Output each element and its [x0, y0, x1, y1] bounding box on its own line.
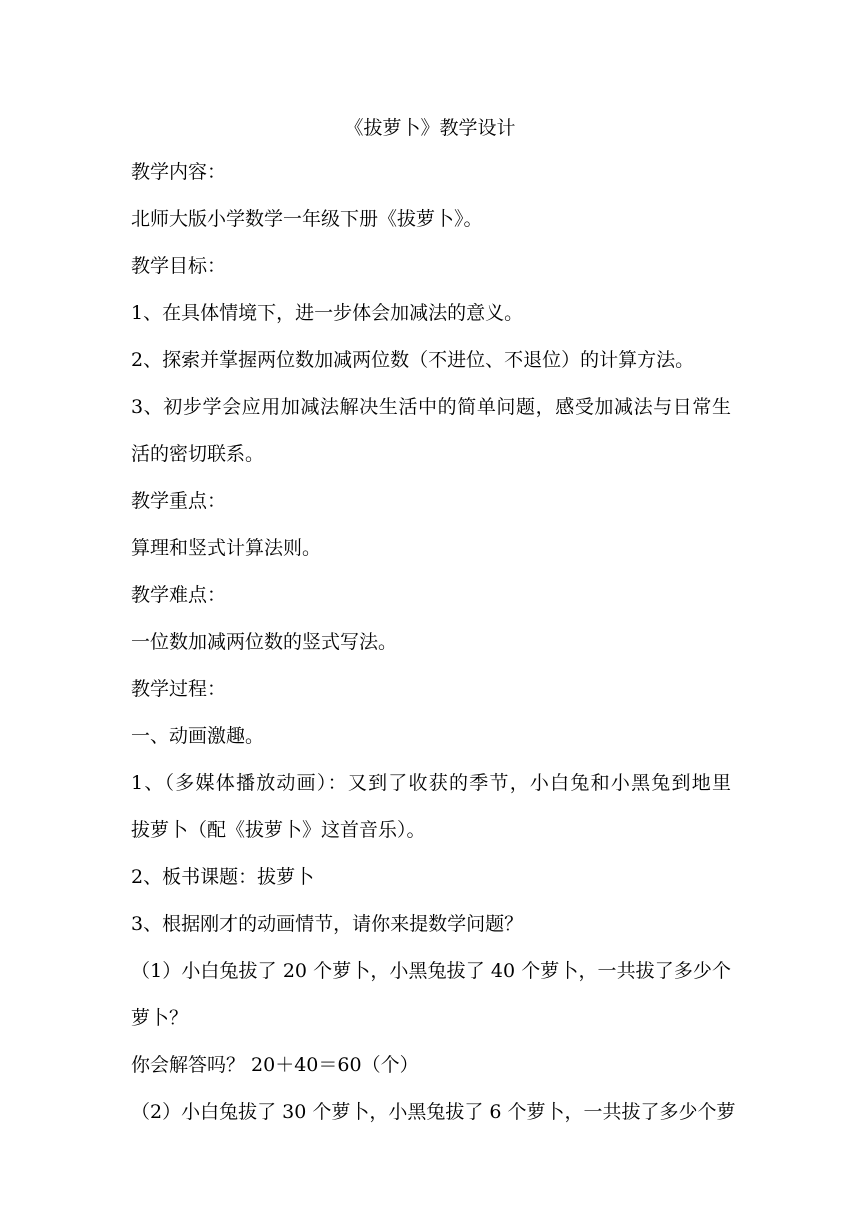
paragraph-line: 1、（多媒体播放动画）：又到了收获的季节，小白兔和小黑兔到地里 [131, 772, 731, 794]
paragraph-line: 算理和竖式计算法则。 [131, 537, 322, 559]
paragraph-line: （2）小白兔拔了 30 个萝卜，小黑兔拔了 6 个萝卜，一共拔了多少个萝 [131, 1101, 736, 1123]
paragraph-line: 1、在具体情境下，进一步体会加减法的意义。 [131, 302, 524, 324]
paragraph-line: 教学内容： [131, 161, 227, 183]
paragraph-line: 萝卜？ [131, 1007, 189, 1029]
paragraph-line: 你会解答吗？ 20＋40＝60（个） [131, 1054, 419, 1076]
document-title: 《拔萝卜》教学设计 [344, 117, 516, 139]
paragraph-line: 北师大版小学数学一年级下册《拔萝卜》。 [131, 208, 483, 230]
paragraph-line: 3、根据刚才的动画情节，请你来提数学问题？ [131, 913, 524, 935]
paragraph-line: 2、板书课题：拔萝卜 [131, 866, 315, 888]
paragraph-line: 活的密切联系。 [131, 443, 265, 465]
paragraph-line: 2、探索并掌握两位数加减两位数（不进位、不退位）的计算方法。 [131, 349, 695, 371]
paragraph-line: 教学目标： [131, 255, 227, 277]
paragraph-line: 一位数加减两位数的竖式写法。 [131, 631, 398, 653]
document-body [131, 158, 736, 1145]
paragraph-line: 教学重点： [131, 490, 227, 512]
paragraph-line: 教学难点： [131, 584, 227, 606]
paragraph-line: （1）小白兔拔了 20 个萝卜，小黑兔拔了 40 个萝卜，一共拔了多少个 [131, 960, 731, 982]
paragraph-line: 教学过程： [131, 678, 227, 700]
paragraph-line: 一、动画激趣。 [131, 725, 265, 747]
paragraph-line: 拔萝卜（配《拔萝卜》这首音乐）。 [131, 819, 426, 841]
paragraph-line: 3、初步学会应用加减法解决生活中的简单问题，感受加减法与日常生 [131, 396, 731, 418]
